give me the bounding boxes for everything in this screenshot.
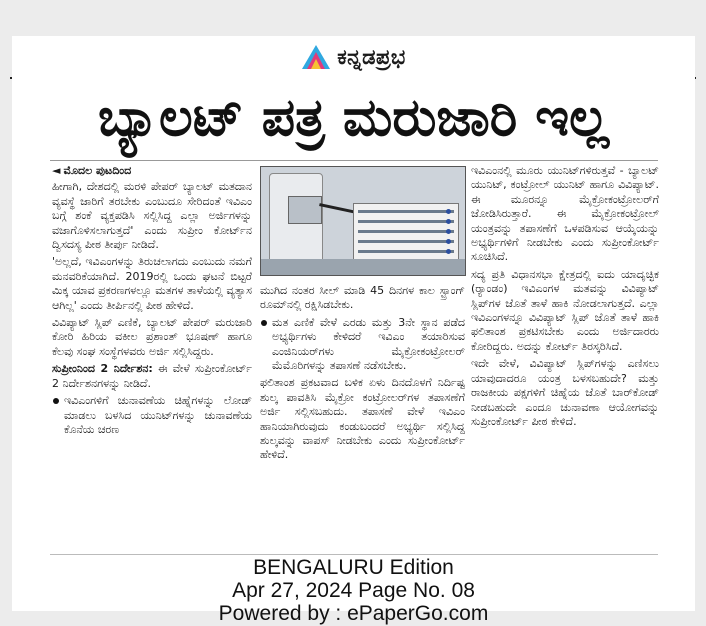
paragraph: ವಿವಿಪ್ಯಾಟ್ ಸ್ಲಿಪ್ ಎಣಿಕೆ, ಬ್ಯಾಲಟ್ ಪೇಪರ್ ಮರುಜಾರಿ ಕೋರಿ ಹಿರಿಯ ವಕೀಲ ಪ್ರಶಾಂತ್ ಭೂಷಣ್ ಹಾಗೂ ಕೆಲವು ಸಂಘ ಸಂಸ್ಥೆಗಳವರು ಅರ್ಜಿ ಸಲ್ಲಿಸಿದ್ದರು. [52, 316, 252, 358]
kannadaprabha-logo-icon [301, 44, 331, 70]
paragraph: ಇದೇ ವೇಳೆ, ವಿವಿಪ್ಯಾಟ್ ಸ್ಲಿಪ್‌ಗಳನ್ನು ಎಣಿಸಲು ಯಾವುದಾದರೂ ಯಂತ್ರ ಬಳಸಬಹುದೇ? ಮತ್ತು ರಾಜಕೀಯ ಪಕ್ಷಗಳಿಗೆ ಚಿಹ್ನೆಯ ಜೊತೆ ಬಾರ್‌ಕೋಡ್ ನೀಡಬಹುದೇ ಎಂದೂ ಚುನಾವಣಾ ಆಯೋಗವನ್ನು ಸುಪ್ರೀಂಕೋರ್ಟ್ ಪೀಠ ಕೇಳಿದೆ. [471, 357, 659, 428]
headline-divider [50, 160, 658, 161]
paragraph-text: ಈ ವೇಳೆ ಸುಪ್ರೀಂಕೋರ್ಟ್ 2 ನಿರ್ದೇಶನಗಳನ್ನು ನೀಡಿದೆ. [52, 362, 252, 390]
subheading: ಸುಪ್ರೀಂನಿಂದ 2 ನಿರ್ದೇಶನ: [52, 362, 153, 376]
paragraph: 'ಅಲ್ಲದೆ, ಇವಿಎಂಗಳನ್ನು ತಿರುಚಲಾಗದು ಎಂಬುದು ನಮಗೆ ಮನವರಿಕೆಯಾಗಿದೆ. 2019ರಲ್ಲಿ ಒಂದು ಘಟನೆ ಬಿಟ್ಟರೆ ಮಿಕ್ಕ ಯಾವ ಪ್ರಕರಣಗಳಲ್ಲೂ ಮತಗಳ ತಾಳೆಯಲ್ಲಿ ವ್ಯತ್ಯಾಸ ಆಗಿಲ್ಲ' ಎಂದು ತೀರ್ಪಿನಲ್ಲಿ ಪೀಠ ಹೇಳಿದೆ. [52, 255, 252, 312]
paragraph: ಹೀಗಾಗಿ, ದೇಶದಲ್ಲಿ ಮರಳಿ ಪೇಪರ್ ಬ್ಯಾಲಟ್ ಮತದಾನ ವ್ಯವಸ್ಥೆ ಜಾರಿಗೆ ತರಬೇಕು ಎಂಬುದೂ ಸೇರಿದಂತೆ ಇವಿಎಂ ಬಗ್ಗೆ ಶಂಕೆ ವ್ಯಕ್ತಪಡಿಸಿ ಸಲ್ಲಿಸಿದ್ದ ಎಲ್ಲಾ ಅರ್ಜಿಗಳನ್ನು ವಜಾಗೊಳಿಸಲಾಗುತ್ತದೆ' ಎಂದು ಸುಪ್ರೀಂ ಕೋರ್ಟ್‌ನ ದ್ವಿಸದಸ್ಯ ಪೀಠ ತೀರ್ಪು ನೀಡಿದೆ. [52, 180, 252, 252]
table-surface [261, 259, 465, 275]
bullet-dot-icon [53, 398, 59, 404]
paragraph: ಸದ್ಯ ಪ್ರತಿ ವಿಧಾನಸಭಾ ಕ್ಷೇತ್ರದಲ್ಲಿ ಐದು ಯಾದೃಚ್ಛಿಕ (ರ್‍ಯಾಂಡಂ) ಇವಿಎಂಗಳ ಮತವನ್ನು ವಿವಿಪ್ಯಾಟ್ ಸ್ಲಿಪ್‌ಗಳ ಜೊತೆ ತಾಳೆ ಹಾಕಿ ನೋಡಲಾಗುತ್ತದೆ. ಎಲ್ಲಾ ಇವಿಎಂಗಳನ್ನೂ ವಿವಿಪ್ಯಾಟ್ ಸ್ಲಿಪ್ ಜೊತೆ ತಾಳೆ ಹಾಕಿ ಫಲಿತಾಂಶ ಪ್ರಕಟಿಸಬೇಕು ಎಂದು ಅರ್ಜಿದಾರರು ಕೋರಿದ್ದರು. ಅದನ್ನು ಕೋರ್ಟ್ ತಿರಸ್ಕರಿಸಿದೆ. [471, 267, 659, 353]
bullet-dot-icon [261, 320, 267, 326]
continuation-kicker [52, 164, 252, 178]
bullet-text: ಮತ ಎಣಿಕೆ ವೇಳೆ ಎರಡು ಮತ್ತು 3ನೇ ಸ್ಥಾನ ಪಡೆದ ಅಭ್ಯರ್ಥಿಗಳು ಕೇಳಿದರೆ ಇವಿಎಂ ತಯಾರಿಸುವ ಎಂಜಿನಿಯರ್‌ಗಳು ಮೈಕ್ರೋಕಂಟ್ರೋಲರ್ ಮೆಮೊರಿಗಳನ್ನು ತಪಾಸಣೆ ನಡೆಸಬೇಕು. [272, 315, 465, 373]
bullet-item [260, 316, 465, 374]
evm-photo [260, 166, 466, 276]
article-column-2 [260, 284, 465, 576]
masthead [12, 42, 695, 72]
bullet-item [52, 394, 252, 437]
paragraph: ಫಲಿತಾಂಶ ಪ್ರಕಟವಾದ ಬಳಿಕ ಏಳು ದಿನದೊಳಗೆ ನಿರ್ದಿಷ್ಟ ಶುಲ್ಕ ಪಾವತಿಸಿ ಮೈಕ್ರೋ ಕಂಟ್ರೋಲರ್‌ಗಳ ತಪಾಸಣೆಗೆ ಅರ್ಜಿ ಸಲ್ಲಿಸಬಹುದು. ತಪಾಸಣೆ ವೇಳೆ ಇವಿಎಂ ಹಾನಿಯಾಗಿರುವುದು ಕಂಡುಬಂದರೆ ಅಭ್ಯರ್ಥಿ ಸಲ್ಲಿಸಿದ್ದ ಶುಲ್ಕವನ್ನು ವಾಪಸ್ ನೀಡಬೇಕು ಎಂದು ಸುಪ್ರೀಂಕೋರ್ಟ್ ಹೇಳಿದೆ. [260, 376, 465, 462]
article-column-1 [52, 164, 252, 576]
masthead-logo-text: ಕನ್ನಡಪ್ರಭ [337, 44, 406, 69]
headline: ಬ್ಯಾಲಟ್ ಪತ್ರ ಮರುಜಾರಿ ಇಲ್ಲ [98, 87, 609, 148]
date-page-label: Apr 27, 2024 Page No. 08 [232, 579, 475, 602]
newspaper-clipping [12, 36, 695, 625]
paragraph [52, 362, 252, 391]
arrow-left-icon: ◄ [52, 164, 61, 177]
evm-cable [319, 203, 357, 214]
edition-label: BENGALURU Edition [253, 556, 454, 579]
ballot-unit [353, 203, 459, 265]
article-column-3 [471, 164, 659, 576]
vvpat-unit [269, 173, 323, 271]
powered-by-label: Powered by : ePaperGo.com [218, 602, 489, 625]
paragraph: ಮುಗಿದ ನಂತರ ಸೀಲ್ ಮಾಡಿ 45 ದಿನಗಳ ಕಾಲ ಸ್ಟ್ರಾಂಗ್ ರೂಮ್‌ನಲ್ಲಿ ರಕ್ಷಿಸಿಡಬೇಕು. [260, 284, 465, 312]
bullet-text: ಇವಿಎಂಗಳಿಗೆ ಚುನಾವಣೆಯ ಚಿಹ್ನೆಗಳನ್ನು ಲೋಡ್ ಮಾಡಲು ಬಳಸಿದ ಯುನಿಟ್‌ಗಳನ್ನು ಚುನಾವಣೆಯ ಕೊನೆಯ ಚರಣ [64, 394, 252, 436]
footer-divider [50, 554, 658, 555]
paragraph: ಇವಿಎಂನಲ್ಲಿ ಮೂರು ಯುನಿಟ್‌ಗಳಿರುತ್ತವೆ - ಬ್ಯಾಲಟ್ ಯುನಿಟ್, ಕಂಟ್ರೋಲ್ ಯುನಿಟ್ ಹಾಗೂ ವಿವಿಪ್ಯಾಟ್. ಈ ಮೂರನ್ನೂ ಮೈಕ್ರೋಕಂಟ್ರೋಲರ್‌ಗೆ ಜೋಡಿಸಿರುತ್ತಾರೆ. ಈ ಮೈಕ್ರೋಕಂಟ್ರೋಲ್ ಯಂತ್ರವನ್ನು ತಪಾಸಣೆಗೆ ಒಳಪಡಿಸುವ ಆಯ್ಕೆಯನ್ನು ಅಭ್ಯರ್ಥಿಗಳಿಗೆ ನೀಡಬೇಕು ಎಂದು ಸುಪ್ರೀಂಕೋರ್ಟ್ ಸೂಚಿಸಿದೆ. [471, 164, 659, 264]
kicker-text: ಮೊದಲ ಪುಟದಿಂದ [63, 164, 132, 177]
